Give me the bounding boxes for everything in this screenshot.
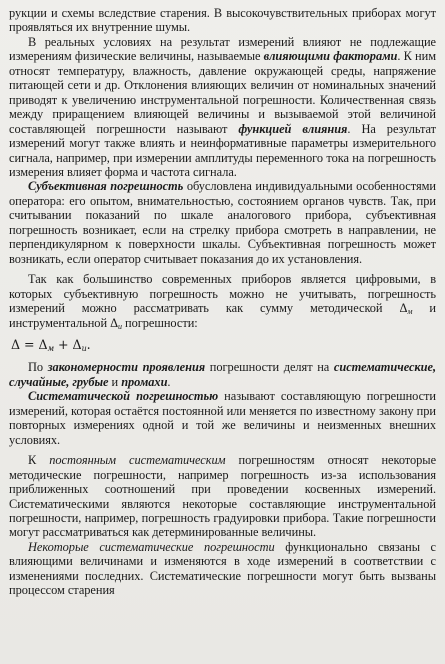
text-run: Δ = Δ bbox=[11, 336, 48, 352]
text-run: погрешностям относят некоторые методические погрешности, например погрешность из-за использования приближенных соотношений при проведении косвенных измерений. Систематическими являются некоторые составляющие инструментальной погрешности, например, погрешность градуировки прибора. Такие погрешности могут рассматриваться как детерминированные величины. bbox=[9, 453, 437, 540]
italic-phrase: Некоторые систематические погрешности bbox=[28, 539, 275, 554]
text-run: . bbox=[167, 374, 171, 389]
subscript: м bbox=[407, 307, 413, 317]
text-run: обусловлена индивидуальными особенностями оператора: его опытом, внимательностью, состоянием органов чувств. Так, при считывании показаний по шкале аналогового прибора, субъективная погрешность возникает, если на стрелку прибора смотреть в направлении, не перпендикулярном к поверхности шкалы. Субъективная погрешность может возникать, если оператор считывает показания до их установления. bbox=[9, 179, 436, 266]
text-run: функционально связаны с влияющими величинами и изменяются в ходе измерений в соответствии с изменениями последних. Систематические погрешности могут быть вызваны процессом старения bbox=[9, 539, 436, 598]
subscript: м bbox=[47, 343, 55, 353]
text-run: Так как большинство современных приборов является цифровыми, в которых субъективную погрешность можно не учитывать, погрешность измерений можно рассматривать как сумму методической Δ bbox=[9, 272, 436, 316]
term-emphasis: систематические, случайные, грубые bbox=[9, 360, 436, 389]
text-run: + Δ bbox=[54, 336, 82, 352]
text-body bbox=[9, 6, 436, 598]
text-run: и bbox=[108, 374, 122, 389]
text-run: К bbox=[28, 453, 50, 468]
subscript: и bbox=[81, 343, 87, 353]
term-emphasis: промахи bbox=[121, 374, 168, 389]
text-run: и инструментальной Δ bbox=[9, 301, 436, 330]
paragraph bbox=[9, 389, 436, 447]
paragraph bbox=[9, 6, 436, 35]
paragraph bbox=[9, 179, 436, 266]
text-run: рукции и схемы вследствие старения. В высокочувствительных приборах могут проявляться их внутренние шумы. bbox=[9, 6, 436, 35]
term-emphasis: Субъективная погрешность bbox=[28, 179, 184, 194]
text-run: погрешности: bbox=[121, 315, 198, 330]
term-emphasis: функцией влияния bbox=[238, 121, 348, 136]
paragraph bbox=[9, 35, 436, 180]
paragraph bbox=[9, 360, 436, 389]
text-run: . На результат измерений могут также влиять и неинформативные параметры измерительного сигнала, например, при измерении амплитуды переменного тока на погрешность измерения влияет форма и частота сигнала. bbox=[9, 121, 437, 179]
text-run: . К ним относят температуру, влажность, давление окружающей среды, напряжение питающей сети и др. Отклонения влияющих величин от номинальных значений приводят к увеличению инструментальной погрешности. Количественная связь между приращением влияющей величины и вызываемой этой величиной составляющей погрешности называют bbox=[9, 49, 436, 136]
formula-line bbox=[11, 338, 436, 352]
subscript: и bbox=[118, 321, 122, 331]
italic-phrase: постоянным систематическим bbox=[49, 453, 226, 468]
paragraph bbox=[9, 272, 436, 330]
term-emphasis: влияющими факторами bbox=[263, 49, 398, 64]
term-emphasis: Систематической погрешностью bbox=[28, 389, 219, 404]
text-run: В реальных условиях на результат измерений влияют не подлежащие измерениям физические величины, называемые bbox=[9, 34, 436, 64]
text-run: По bbox=[28, 360, 48, 375]
text-run: погрешности делят на bbox=[205, 360, 334, 375]
paragraph bbox=[9, 453, 436, 540]
paragraph bbox=[9, 540, 436, 598]
term-emphasis: закономерности проявления bbox=[47, 360, 206, 375]
text-run: называют составляющую погрешности измерений, которая остаётся постоянной или меняется по известному закону при повторных измерениях одной и той же величины и неизменных внешних условиях. bbox=[9, 389, 437, 447]
text-run: . bbox=[86, 336, 91, 352]
